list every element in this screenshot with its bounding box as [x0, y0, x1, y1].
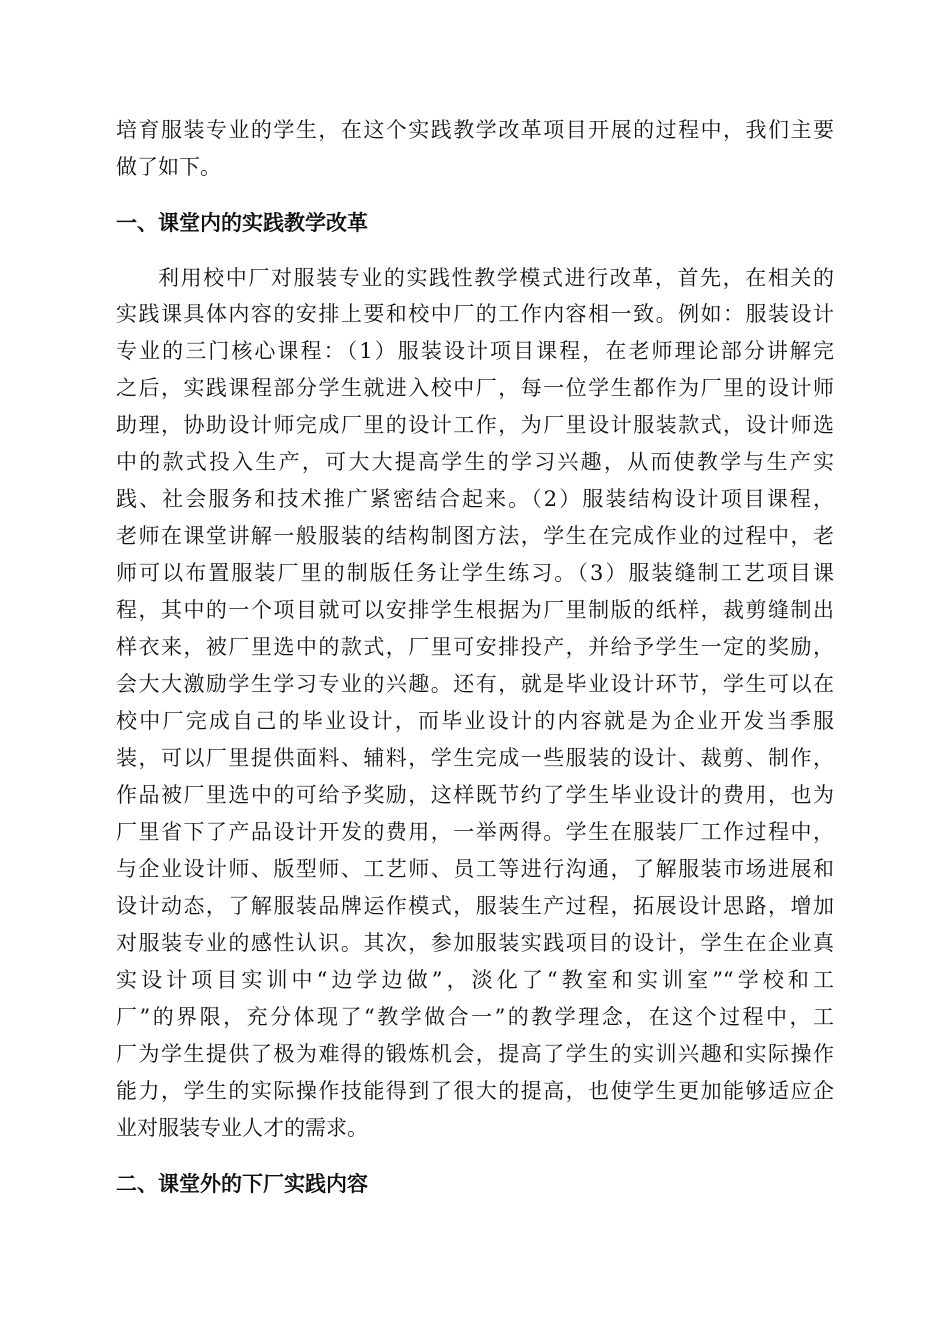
paragraph-line: 会大大激励学生学习专业的兴趣。还有，就是毕业设计环节，学生可以在: [116, 672, 834, 696]
paragraph-line: 实践课具体内容的安排上要和校中厂的工作内容相一致。例如：服装设计: [116, 302, 834, 326]
paragraph-line: 中的款式投入生产，可大大提高学生的学习兴趣，从而使教学与生产实: [116, 450, 834, 474]
section-1-heading: 一、课堂内的实践教学改革: [116, 211, 368, 235]
paragraph-line: 实设计项目实训中“边学边做”，淡化了“教室和实训室”“学校和工: [116, 968, 834, 992]
paragraph-line: 之后，实践课程部分学生就进入校中厂，每一位学生都作为厂里的设计师: [116, 376, 834, 400]
paragraph-line: 能力，学生的实际操作技能得到了很大的提高，也使学生更加能够适应企: [116, 1079, 834, 1103]
paragraph-line: 与企业设计师、版型师、工艺师、员工等进行沟通，了解服装市场进展和: [116, 857, 834, 881]
paragraph-line: 厂”的界限，充分体现了“教学做合一”的教学理念，在这个过程中，工: [116, 1005, 834, 1029]
paragraph-line: 作品被厂里选中的可给予奖励，这样既节约了学生毕业设计的费用，也为: [116, 783, 834, 807]
paragraph-line: 厂里省下了产品设计开发的费用，一举两得。学生在服装厂工作过程中，: [116, 820, 834, 844]
paragraph-line: 程，其中的一个项目就可以安排学生根据为厂里制版的纸样，裁剪缝制出: [116, 598, 834, 622]
paragraph-line: 校中厂完成自己的毕业设计，而毕业设计的内容就是为企业开发当季服: [116, 709, 834, 733]
paragraph-line: 老师在课堂讲解一般服装的结构制图方法，学生在完成作业的过程中，老: [116, 524, 834, 548]
section-2-heading: 二、课堂外的下厂实践内容: [116, 1172, 368, 1196]
paragraph-line: 践、社会服务和技术推广紧密结合起来。（2）服装结构设计项目课程，: [116, 487, 834, 511]
intro-line-1: 培育服装专业的学生，在这个实践教学改革项目开展的过程中，我们主要: [116, 118, 834, 142]
paragraph-line: 设计动态，了解服装品牌运作模式，服装生产过程，拓展设计思路，增加: [116, 894, 834, 918]
paragraph-line: 装，可以厂里提供面料、辅料，学生完成一些服装的设计、裁剪、制作，: [116, 746, 834, 770]
paragraph-line: 利用校中厂对服装专业的实践性教学模式进行改革，首先，在相关的: [158, 266, 834, 290]
paragraph-line: 厂为学生提供了极为难得的锻炼机会，提高了学生的实训兴趣和实际操作: [116, 1042, 834, 1066]
paragraph-line: 师可以布置服装厂里的制版任务让学生练习。（3）服装缝制工艺项目课: [116, 561, 834, 585]
paragraph-line: 样衣来，被厂里选中的款式，厂里可安排投产，并给予学生一定的奖励，: [116, 635, 834, 659]
paragraph-line: 助理，协助设计师完成厂里的设计工作，为厂里设计服装款式，设计师选: [116, 413, 834, 437]
paragraph-line: 对服装专业的感性认识。其次，参加服装实践项目的设计，学生在企业真: [116, 931, 834, 955]
paragraph-line: 专业的三门核心课程：（1）服装设计项目课程，在老师理论部分讲解完: [116, 339, 834, 363]
paragraph-line: 业对服装专业人才的需求。: [116, 1116, 368, 1140]
intro-line-2: 做了如下。: [116, 155, 221, 179]
